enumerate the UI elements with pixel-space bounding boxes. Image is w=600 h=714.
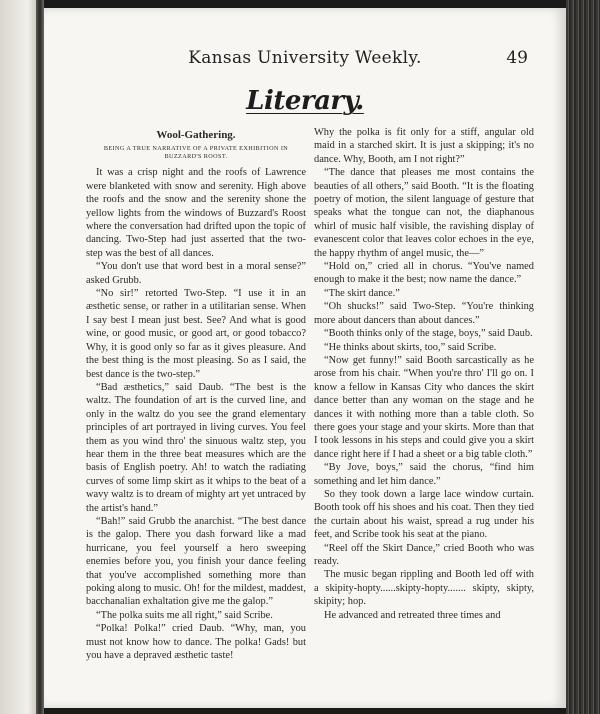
- facing-page-edge: [0, 0, 40, 714]
- running-header: Kansas University Weekly.: [188, 48, 422, 68]
- paragraph: “By Jove, boys,” said the chorus, “find him something and let him dance.”: [314, 462, 534, 487]
- right-column: [314, 126, 534, 622]
- paragraph: Why the polka is fit only for a stiff, angular old maid in a starched skirt. It is just a skipping; it's no dance. Why, Booth, am I not right?”: [314, 127, 534, 165]
- paragraph: “Bah!” said Grubb the anarchist. “The best dance is the galop. There you dash forward like a mad hurricane, you feel yourself a hero sweeping enemies before you, you finish your dance feeling that you've accomplished something more than poking along to music. Oh! for the mildest, maddest, bacchanalian exhaltation give me the galop.”: [86, 515, 306, 608]
- article-subtitle: BEING A TRUE NARRATIVE OF A PRIVATE EXHIBITION IN BUZZARD'S ROOST.: [103, 145, 289, 161]
- paragraph: “Polka! Polka!” cried Daub. “Why, man, you must not know how to dance. The polka! Gads! but you have a depraved æsthetic taste!: [86, 623, 306, 662]
- page-number: 49: [506, 48, 528, 68]
- left-column: [86, 126, 306, 662]
- paragraph: “The skirt dance.”: [324, 287, 400, 299]
- paragraph: “You don't use that word best in a moral sense?” asked Grubb.: [86, 261, 306, 286]
- paragraph: “Reel off the Skirt Dance,” cried Booth who was ready.: [314, 542, 534, 567]
- paragraph: So they took down a large lace window curtain. Booth took off his shoes and his coat. Then they tied the curtain about his waist, spread a rug under his feet, and Scribe took his seat at the piano.: [314, 488, 534, 541]
- paragraph: “Now get funny!” said Booth sarcastically as he arose from his chair. “When you're thro' I'll go on. I know a fellow in Kansas City who dances the skirt dance better than any woman on the stage and he dances it with nothing more than a table cloth. So there goes your stage and your skirts. More than that I took lessons in his steps and could give you a skirt dance right here if I had a sheet or a big table cloth.”: [314, 354, 534, 460]
- page-stack-edge: [566, 0, 600, 714]
- article-title: Wool-Gathering.: [156, 129, 236, 141]
- book-gutter: [36, 0, 44, 714]
- paragraph: “He thinks about skirts, too,” said Scribe.: [324, 341, 497, 353]
- paragraph: “No sir!” retorted Two-Step. “I use it in an æsthetic sense, or rather in a utilitarian sense. When I say best I mean just best. See? And what is good wine, or good music, or good art, or good tobacco? Why, it is good only so far as it gives pleasure. And the best thing is the most pleasing. So as I said, the best dance is the two-step.”: [86, 288, 306, 380]
- paragraph: “The polka suits me all right,” said Scribe.: [96, 609, 273, 621]
- paragraph: It was a crisp night and the roofs of Lawrence were blanketed with snow and serenity. High above the roofs and the snow and the serenity shone the yellow lights from the windows of Buzzard's Roost where the conversation had drifted upon the topic of dancing. Two-Step had just asserted that the two-step was the best of all dances.: [86, 167, 306, 259]
- section-heading: Literary.: [246, 86, 364, 116]
- paragraph: “Bad æsthetics,” said Daub. “The best is the waltz. The foundation of art is the curved line, and only in the waltz do you see the grand elementary principles of art portrayed in living curves. You feel them as you wind thro' the sinuous waltz step, you hear them in the three beat measures which are the basis of English poetry. Ah! to watch the radiating curves of some limp skirt as it whips to the beat of a wavy waltz is to dream of mighty art yet untraced by the artist's hand.”: [86, 381, 306, 514]
- book-page: [44, 8, 566, 708]
- paragraph: “Oh shucks!” said Two-Step. “You're thinking more about dancers than about dances.”: [314, 301, 534, 326]
- paragraph: He advanced and retreated three times and: [324, 609, 501, 621]
- paragraph: The music began rippling and Booth led off with a skipity-hopty......skipty-hopty....... skipty, skipty, skipity; hop.: [314, 569, 534, 608]
- paragraph: “Hold on,” cried all in chorus. “You've named enough to make it the best; now name the dance.”: [314, 261, 534, 286]
- paragraph: “The dance that pleases me most contains the beauties of all others,” said Booth. “It is the floating poetry of motion, the silent language of gesture that speaks what the tongue can not, the diaphanous whirl of music half visible, the ravishing display of evanescent color that leaves color echoes in the eye, the happy rhythm of angel music, the—”: [314, 167, 534, 259]
- paragraph: “Booth thinks only of the stage, boys,” said Daub.: [324, 328, 533, 340]
